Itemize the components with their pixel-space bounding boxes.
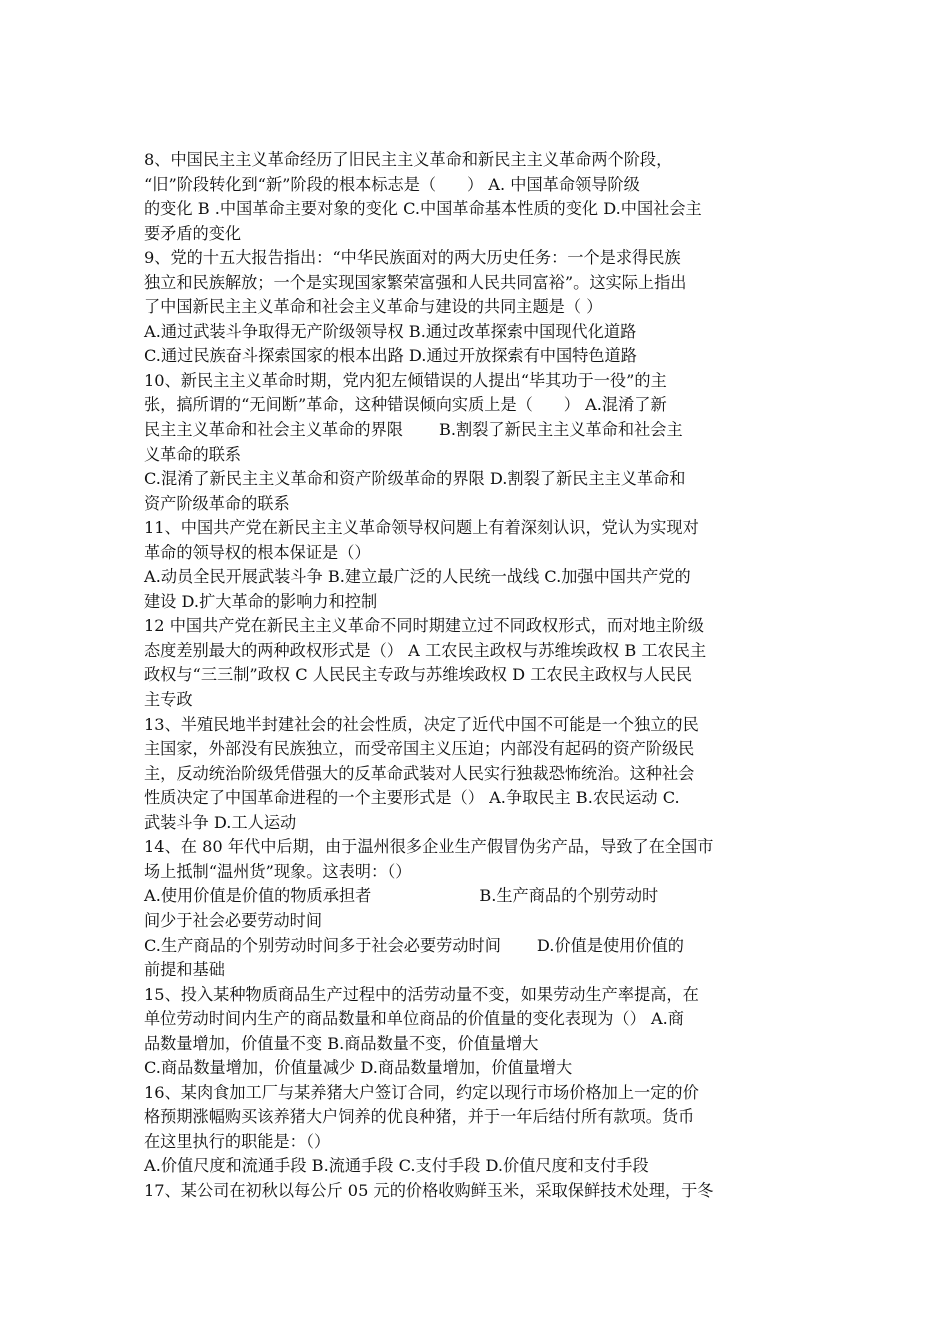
text-line: 品数量增加，价值量不变 B.商品数量不变，价值量增大: [144, 1033, 539, 1053]
text-line: 主，反动统治阶级凭借强大的反革命武装对人民实行独裁恐怖统治。这种社会: [144, 763, 695, 783]
text-line: A.动员全民开展武装斗争 B.建立最广泛的人民统一战线 C.加强中国共产党的: [144, 567, 691, 587]
text-line: “旧”阶段转化到“新”阶段的根本标志是（ ） A. 中国革命领导阶级: [144, 174, 640, 194]
text-line: 革命的领导权的根本保证是（）: [144, 542, 371, 562]
text-line: 9、党的十五大报告指出：“中华民族面对的两大历史任务：一个是求得民族: [144, 248, 681, 268]
text-line: 8、中国民主主义革命经历了旧民主主义革命和新民主主义革命两个阶段，: [144, 150, 673, 169]
text-line: C.商品数量增加，价值量减少 D.商品数量增加，价值量增大: [144, 1058, 573, 1078]
text-line: 义革命的联系: [144, 444, 242, 464]
text-line: 15、投入某种物质商品生产过程中的活劳动量不变，如果劳动生产率提高，在: [144, 984, 699, 1004]
text-line: 了中国新民主主义革命和社会主义革命与建设的共同主题是（ ）: [144, 297, 603, 317]
text-line: 10、新民主主义革命时期，党内犯左倾错误的人提出“毕其功于一役”的主: [144, 370, 667, 390]
text-line: 态度差别最大的两种政权形式是（） A 工农民主政权与苏维埃政权 B 工农民主: [144, 640, 707, 660]
text-line: 政权与“三三制”政权 C 人民民主专政与苏维埃政权 D 工农民主政权与人民民: [144, 665, 693, 685]
text-line: 资产阶级革命的联系: [144, 493, 290, 513]
text-line: 间少于社会必要劳动时间: [144, 910, 323, 930]
text-line: 前提和基础: [144, 960, 225, 980]
text-line: 要矛盾的变化: [144, 223, 242, 243]
text-line: 独立和民族解放；一个是实现国家繁荣富强和人民共同富裕”。这实际上指出: [144, 272, 687, 292]
text-line: 建设 D.扩大革命的影响力和控制: [144, 591, 378, 611]
text-line: C.通过民族奋斗探索国家的根本出路 D.通过开放探索有中国特色道路: [144, 346, 637, 366]
text-line: 13、半殖民地半封建社会的社会性质，决定了近代中国不可能是一个独立的民: [144, 714, 699, 734]
document-body: [144, 148, 812, 1204]
text-line: 在这里执行的职能是：（）: [144, 1131, 331, 1151]
text-line: C.混淆了新民主主义革命和资产阶级革命的界限 D.割裂了新民主主义革命和: [144, 469, 686, 489]
text-line: 的变化 B .中国革命主要对象的变化 C.中国革命基本性质的变化 D.中国社会主: [144, 199, 702, 219]
text-line: 主国家，外部没有民族独立，而受帝国主义压迫；内部没有起码的资产阶级民: [144, 739, 695, 759]
text-line: A.使用价值是价值的物质承担者 B.生产商品的个别劳动时: [144, 886, 659, 906]
text-line: 主专政: [144, 690, 193, 710]
text-line: 14、在 80 年代中后期，由于温州很多企业生产假冒伪劣产品，导致了在全国市: [144, 837, 714, 857]
text-line: 12 中国共产党在新民主主义革命不同时期建立过不同政权形式，而对地主阶级: [144, 616, 704, 636]
text-line: 场上抵制“温州货”现象。这表明：（）: [144, 861, 412, 881]
text-line: 17、某公司在初秋以每公斤 05 元的价格收购鲜玉米，采取保鲜技术处理，于冬: [144, 1180, 714, 1200]
text-line: 武装斗争 D.工人运动: [144, 812, 297, 832]
text-line: 张，搞所谓的“无间断”革命，这种错误倾向实质上是（ ） A.混淆了新: [144, 395, 667, 415]
text-line: 11、中国共产党在新民主主义革命领导权问题上有着深刻认识，党认为实现对: [144, 518, 699, 538]
text-line: 性质决定了中国革命进程的一个主要形式是（） A.争取民主 B.农民运动 C.: [144, 788, 680, 808]
text-line: 单位劳动时间内生产的商品数量和单位商品的价值量的变化表现为（） A.商: [144, 1009, 684, 1029]
text-line: A.价值尺度和流通手段 B.流通手段 C.支付手段 D.价值尺度和支付手段: [144, 1156, 649, 1176]
text-line: A.通过武装斗争取得无产阶级领导权 B.通过改革探索中国现代化道路: [144, 321, 637, 341]
text-line: 格预期涨幅购买该养猪大户饲养的优良种猪，并于一年后结付所有款项。货币: [144, 1107, 695, 1127]
text-line: C.生产商品的个别劳动时间多于社会必要劳动时间 D.价值是使用价值的: [144, 935, 684, 955]
text-line: 16、某肉食加工厂与某养猪大户签订合同，约定以现行市场价格加上一定的价: [144, 1082, 699, 1102]
text-line: 民主主义革命和社会主义革命的界限 B.割裂了新民主主义革命和社会主: [144, 420, 683, 440]
